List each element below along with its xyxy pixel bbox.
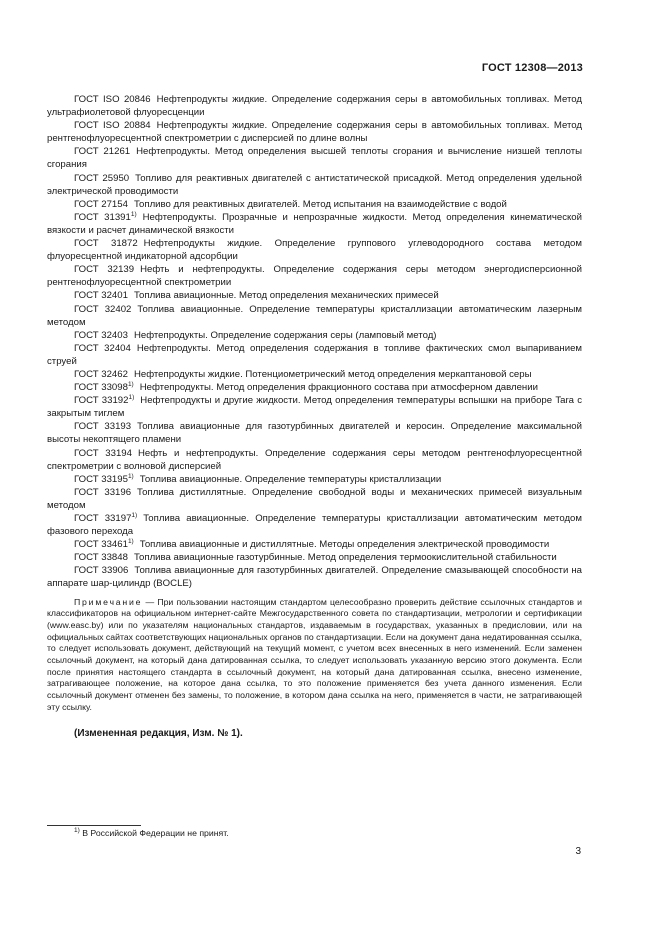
footnote — [74, 828, 229, 838]
reference-title: Топлива авиационные. Определение температуры кристаллизации автоматическим методом фазового перехода — [47, 513, 582, 538]
reference-title: Нефтепродукты жидкие. Определение группового углеводородного состава методом флуоресцентной индикаторной адсорбции — [47, 238, 582, 263]
reference-title: Нефтепродукты. Прозрачные и непрозрачные жидкости. Метод определения кинематической вязкости и расчет динамической вязкости — [47, 211, 583, 236]
reference-item — [47, 447, 582, 473]
reference-item — [47, 198, 582, 211]
reference-title: Топлива авиационные для газотурбинных двигателей. Определение смазывающей способности на аппарате шар-цилиндр (BOCLE) — [47, 565, 583, 590]
reference-item — [47, 368, 582, 381]
reference-code: ГОСТ 33098 — [74, 382, 128, 394]
reference-title: Нефтепродукты и другие жидкости. Метод определения температуры вспышки на приборе Tara с закрытым тиглем — [47, 395, 582, 420]
note-paragraph — [47, 597, 582, 714]
reference-code: ГОСТ 33906 — [74, 565, 129, 577]
reference-item — [47, 289, 582, 302]
page-header-standard: ГОСТ 12308—2013 — [481, 62, 583, 74]
reference-item — [47, 263, 582, 289]
reference-item — [47, 342, 582, 368]
reference-code: ГОСТ 32403 — [74, 329, 128, 341]
reference-code: ГОСТ 32402 — [74, 303, 132, 315]
reference-item — [47, 512, 582, 538]
reference-item — [47, 381, 582, 394]
reference-item — [47, 119, 582, 145]
reference-item — [47, 329, 582, 342]
reference-item — [47, 93, 582, 119]
footnote-ref: 1) — [127, 381, 134, 389]
reference-item — [47, 145, 582, 171]
reference-item — [47, 538, 582, 551]
reference-code: ГОСТ 33197 — [74, 513, 132, 524]
reference-item — [47, 237, 582, 263]
footnote-ref: 1) — [131, 512, 138, 519]
reference-title: Топлива авиационные. Определение температуры кристаллизации автоматическим лазерным методом — [47, 303, 582, 328]
reference-item — [47, 394, 582, 420]
footnote-ref: 1) — [128, 394, 135, 402]
reference-title: Топливо для реактивных двигателей с антистатической присадкой. Метод определения удельной электрической проводимости — [47, 172, 583, 197]
reference-title: Топлива авиационные газотурбинные. Метод определения термоокислительной стабильности — [133, 552, 557, 564]
reference-item — [47, 303, 582, 329]
reference-code: ГОСТ 33193 — [74, 421, 132, 433]
reference-title: Топлива авиационные для газотурбинных двигателей и керосин. Определение максимальной высоты некоптящего пламени — [47, 421, 582, 446]
reference-code: ГОСТ 32401 — [74, 290, 128, 302]
footnote-text: В Российской Федерации не принят. — [82, 828, 229, 838]
reference-item — [47, 564, 582, 590]
reference-code: ГОСТ 31872 — [74, 238, 138, 250]
page-number: 3 — [575, 846, 581, 857]
reference-title: Нефтепродукты. Метод определения содержания в топливе фактических смол выпариванием струей — [47, 342, 582, 367]
reference-code: ГОСТ ISO 20884 — [74, 120, 151, 132]
reference-code: ГОСТ 32404 — [74, 342, 131, 354]
reference-code: ГОСТ 33196 — [74, 486, 132, 498]
footnote-ref: 1) — [127, 538, 134, 546]
note-text: — При пользовании настоящим стандартом целесообразно проверить действие ссылочных стандартов и классификаторов на официальном интернет-сайте Межгосударственного совета по стандартизации, метрологии и сертификации (www.easc.by) или по указателям национальных стандартов, издаваемым в государствах, указанных в предисловии, или на официальных сайтах соответствующих национальных органов по стандартизации. Если на документ дана недатированная ссылка, то следует использовать документ, действующий на текущий момент, с учетом всех внесенных в него изменений. Если заменен ссылочный документ, на который дана датированная ссылка, то следует использовать указанную версию этого документа. Если после принятия настоящего стандарта в ссылочный документ, на который дана датированная ссылка, внесено изменение, затрагивающее положение, на которое дана ссылка, то это положение применяется без учета данного изменения. Если ссылочный документ отменен без замены, то положение, в котором дана ссылка на него, применяется в части, не затрагивающей эту ссылку. — [47, 596, 582, 712]
reference-title: Нефтепродукты жидкие. Определение содержания серы в автомобильных топливах. Метод ультрафиолетовой флуоресценции — [47, 94, 582, 119]
reference-title: Нефтепродукты жидкие. Определение содержания серы в автомобильных топливах. Метод рентгенофлуоресцентной спектрометрии с дисперсией по длине волны — [47, 120, 582, 145]
reference-title: Нефтепродукты. Метод определения высшей теплоты сгорания и вычисление низшей теплоты сгорания — [47, 146, 583, 171]
reference-title: Нефтепродукты. Метод определения фракционного состава при атмосферном давлении — [139, 382, 538, 394]
reference-code: ГОСТ 33192 — [74, 395, 129, 407]
reference-code: ГОСТ 31391 — [74, 211, 131, 223]
reference-code: ГОСТ ISO 20846 — [74, 94, 151, 105]
footnote-ref: 1) — [127, 472, 134, 480]
footnote-ref: 1) — [130, 210, 137, 218]
reference-list — [47, 93, 582, 591]
reference-code: ГОСТ 25950 — [74, 172, 130, 184]
reference-code: ГОСТ 27154 — [74, 198, 128, 210]
reference-title: Топлива авиационные. Определение температуры кристаллизации — [139, 473, 442, 485]
reference-code: ГОСТ 21261 — [74, 146, 131, 158]
reference-title: Нефть и нефтепродукты. Определение содержания серы методом энергодисперсионной рентгенофлуоресцентной спектрометрии — [47, 264, 582, 289]
reference-title: Нефтепродукты. Определение содержания серы (ламповый метод) — [133, 329, 437, 341]
reference-code: ГОСТ 33461 — [74, 539, 128, 551]
reference-title: Топлива авиационные и дистиллятные. Методы определения электрической проводимости — [139, 539, 550, 551]
reference-code: ГОСТ 33194 — [74, 447, 132, 459]
reference-title: Топлива авиационные. Метод определения механических примесей — [133, 290, 439, 302]
reference-title: Топлива дистиллятные. Определение свободной воды и механических примесей визуальным методом — [47, 486, 582, 511]
reference-item — [47, 420, 582, 446]
reference-title: Нефтепродукты жидкие. Потенциометрический метод определения меркаптановой серы — [133, 368, 532, 380]
reference-item — [47, 473, 582, 486]
reference-code: ГОСТ 33195 — [74, 473, 128, 485]
reference-item — [47, 172, 582, 198]
reference-item — [47, 486, 582, 512]
reference-code: ГОСТ 32139 — [74, 264, 135, 276]
reference-code: ГОСТ 32462 — [74, 368, 128, 380]
footnote-divider — [47, 825, 141, 826]
amendment-note: (Измененная редакция, Изм. № 1). — [74, 727, 243, 739]
reference-title: Нефть и нефтепродукты. Определение содержания серы методом рентгенофлуоресцентной спектрометрии с волновой дисперсией — [47, 447, 583, 472]
references-section — [47, 93, 582, 739]
reference-title: Топливо для реактивных двигателей. Метод испытания на взаимодействие с водой — [133, 198, 507, 210]
reference-item — [47, 211, 582, 237]
reference-code: ГОСТ 33848 — [74, 552, 128, 564]
reference-item — [47, 551, 582, 564]
note-label: Примечание — [74, 596, 143, 607]
footnote-mark: 1) — [74, 827, 80, 834]
